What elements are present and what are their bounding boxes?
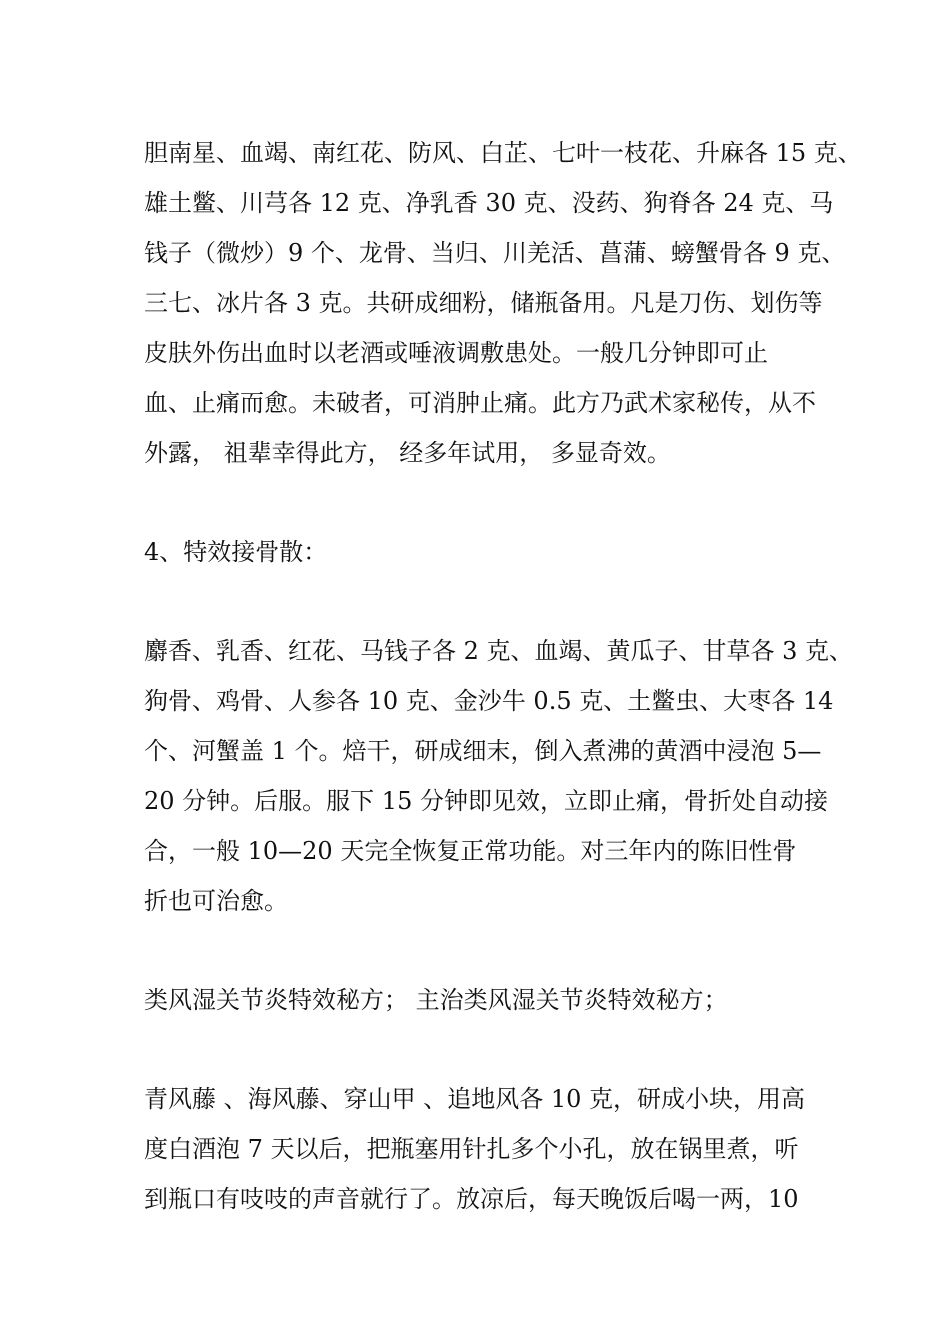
text-line: 狗骨、鸡骨、人参各 10 克、金沙牛 0.5 克、土鳖虫、大枣各 14	[144, 687, 834, 715]
text-line: 青风藤 、海风藤、穿山甲 、追地风各 10 克，研成小块，用高	[144, 1085, 806, 1113]
text-line: 折也可治愈。	[144, 887, 288, 915]
text-line: 血、止痛而愈。未破者，可消肿止痛。此方乃武术家秘传，从不	[144, 389, 816, 417]
text-line: 皮肤外伤出血时以老酒或唾液调敷患处。一般几分钟即可止	[144, 339, 768, 367]
text-line: 麝香、乳香、红花、马钱子各 2 克、血竭、黄瓜子、甘草各 3 克、	[144, 637, 854, 665]
heading-line: 类风湿关节炎特效秘方； 主治类风湿关节炎特效秘方；	[144, 986, 728, 1014]
paragraph-formula-bone-setting	[144, 626, 854, 926]
paragraph-formula-rheumatoid	[144, 1074, 814, 1224]
text-line: 到瓶口有吱吱的声音就行了。放凉后，每天晚饭后喝一两，10	[144, 1185, 799, 1213]
text-line: 个、河蟹盖 1 个。焙干，研成细末，倒入煮沸的黄酒中浸泡 5—	[144, 737, 822, 765]
paragraph-spacer	[144, 478, 814, 527]
text-line: 三七、冰片各 3 克。共研成细粉，储瓶备用。凡是刀伤、划伤等	[144, 289, 823, 317]
paragraph-spacer	[144, 1025, 814, 1074]
section-heading-bone-setting	[144, 527, 814, 577]
document-body	[144, 128, 862, 1224]
text-line: 外露， 祖辈幸得此方， 经多年试用， 多显奇效。	[144, 439, 671, 467]
text-line: 雄土鳖、川芎各 12 克、净乳香 30 克、没药、狗脊各 24 克、马	[144, 189, 834, 217]
text-line: 度白酒泡 7 天以后，把瓶塞用针扎多个小孔，放在锅里煮，听	[144, 1135, 799, 1163]
paragraph-spacer	[144, 926, 814, 975]
text-line: 20 分钟。后服。服下 15 分钟即见效，立即止痛，骨折处自动接	[144, 787, 828, 815]
section-heading-rheumatoid	[144, 975, 814, 1025]
text-line: 合，一般 10—20 天完全恢复正常功能。对三年内的陈旧性骨	[144, 837, 797, 865]
text-line: 钱子（微炒）9 个、龙骨、当归、川羌活、菖蒲、螃蟹骨各 9 克、	[144, 239, 846, 267]
paragraph-formula-hemostatic	[144, 128, 862, 478]
paragraph-spacer	[144, 577, 814, 626]
heading-line: 4、特效接骨散：	[144, 538, 328, 566]
text-line: 胆南星、血竭、南红花、防风、白芷、七叶一枝花、升麻各 15 克、	[144, 139, 862, 167]
